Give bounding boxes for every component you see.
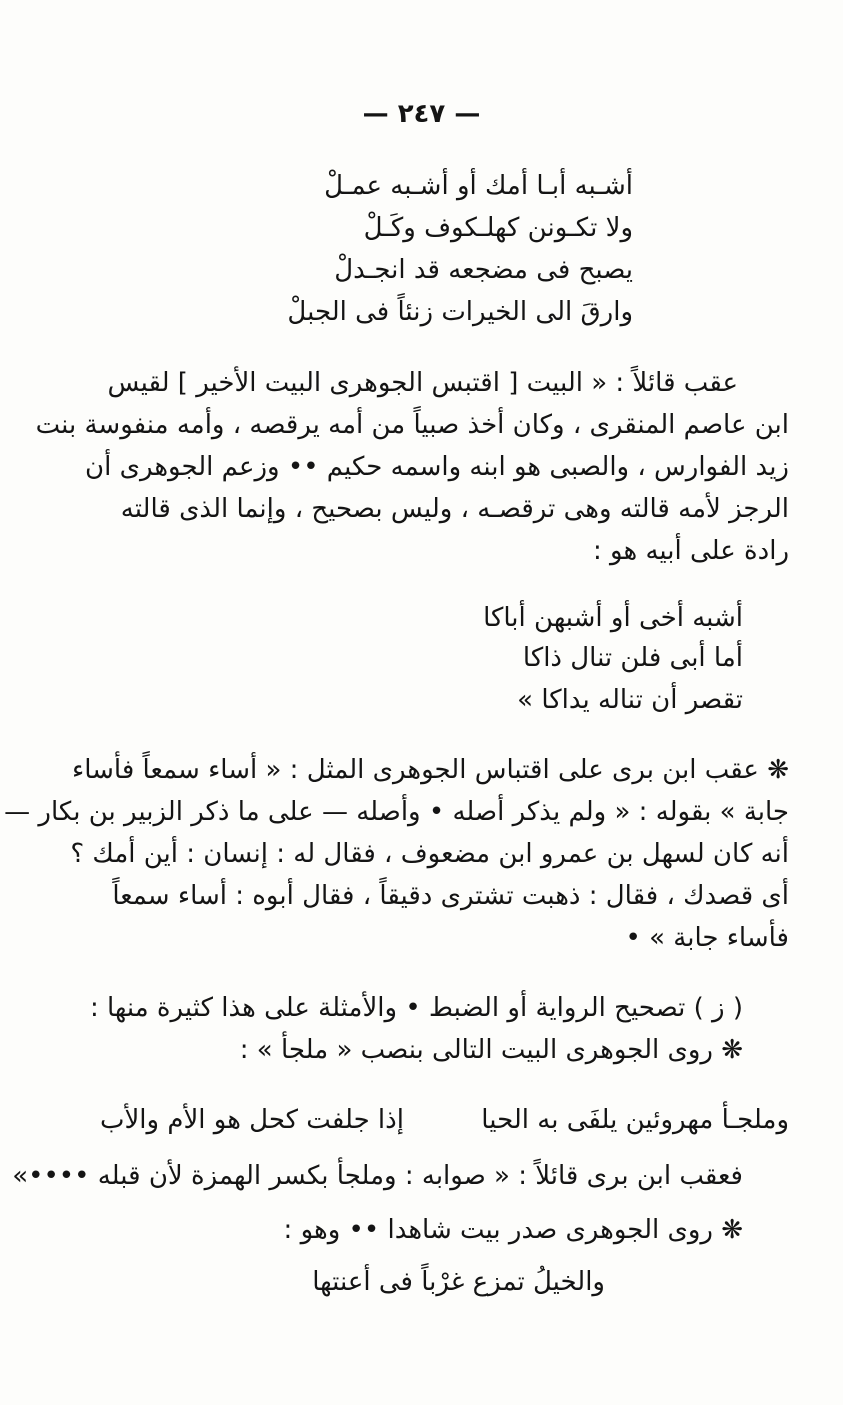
text-line: زيد الفوارس ، والصبى هو ابنه واسمه حكيم •• وزعم الجوهرى أن [85,452,789,482]
verse-line: أشـبه أبـا أمك أو أشـبه عمـلْ [324,171,633,201]
text-line: ❋ روى الجوهرى البيت التالى بنصب « ملجأ » : [239,1035,743,1065]
text-line: أى قصدك ، فقال : ذهبت تشترى دقيقاً ، فقال أبوه : أساء سمعاً [112,881,789,911]
verse-hemistich: إذا جلفت كحل هو الأم والأب [100,1105,404,1135]
verse-line: يصبح فى مضجعه قد انجـدلْ [334,255,633,285]
text-line: ابن عاصم المنقرى ، وكان أخذ صبياً من أمه يرقصه ، وأمه منفوسة بنت [35,410,789,440]
text-line: جابة » بقوله : « ولم يذكر أصله • وأصله — على ما ذكر الزبير بن بكار — [4,797,789,827]
text-line: عقب قائلاً : « البيت [ اقتبس الجوهرى البيت الأخير ] لقيس [107,368,738,398]
verse-line: أما أبى فلن تنال ذاكا [522,643,743,673]
page-number: — ٢٤٧ — [362,99,481,129]
verse-line: تقصر أن تناله يداكا » [517,685,743,715]
text-line: فعقب ابن برى قائلاً : « صوابه : وملجأ بكسر الهمزة لأن قبله ••••» [12,1161,743,1191]
text-line: فأساء جابة » • [625,923,789,953]
section-heading: ( ز ) تصحيح الرواية أو الضبط • والأمثلة على هذا كثيرة منها : [89,993,743,1023]
text-line: أنه كان لسهل بن عمرو ابن مضعوف ، فقال له : إنسان : أين أمك ؟ [70,839,789,869]
text-line: ❋ عقب ابن برى على اقتباس الجوهرى المثل : « أساء سمعاً فأساء [71,755,789,785]
verse-line: والخيلُ تمزع غرْباً فى أعنتها [312,1267,605,1297]
verse-line: أشبه أخى أو أشبهن أباكا [483,603,743,633]
verse-line: وارقَ الى الخيرات زنئاً فى الجبلْ [287,297,633,327]
verse-line: ولا تكـونن كهلـكوف وكَـلْ [363,213,633,243]
verse-hemistich: وملجـأ مهروئين يلفَى به الحيا [481,1105,789,1135]
text-line: رادة على أبيه هو : [593,536,789,566]
text-line: ❋ روى الجوهرى صدر بيت شاهدا •• وهو : [283,1215,743,1245]
text-line: الرجز لأمه قالته وهى ترقصـه ، وليس بصحيح ، وإنما الذى قالته [120,494,789,524]
